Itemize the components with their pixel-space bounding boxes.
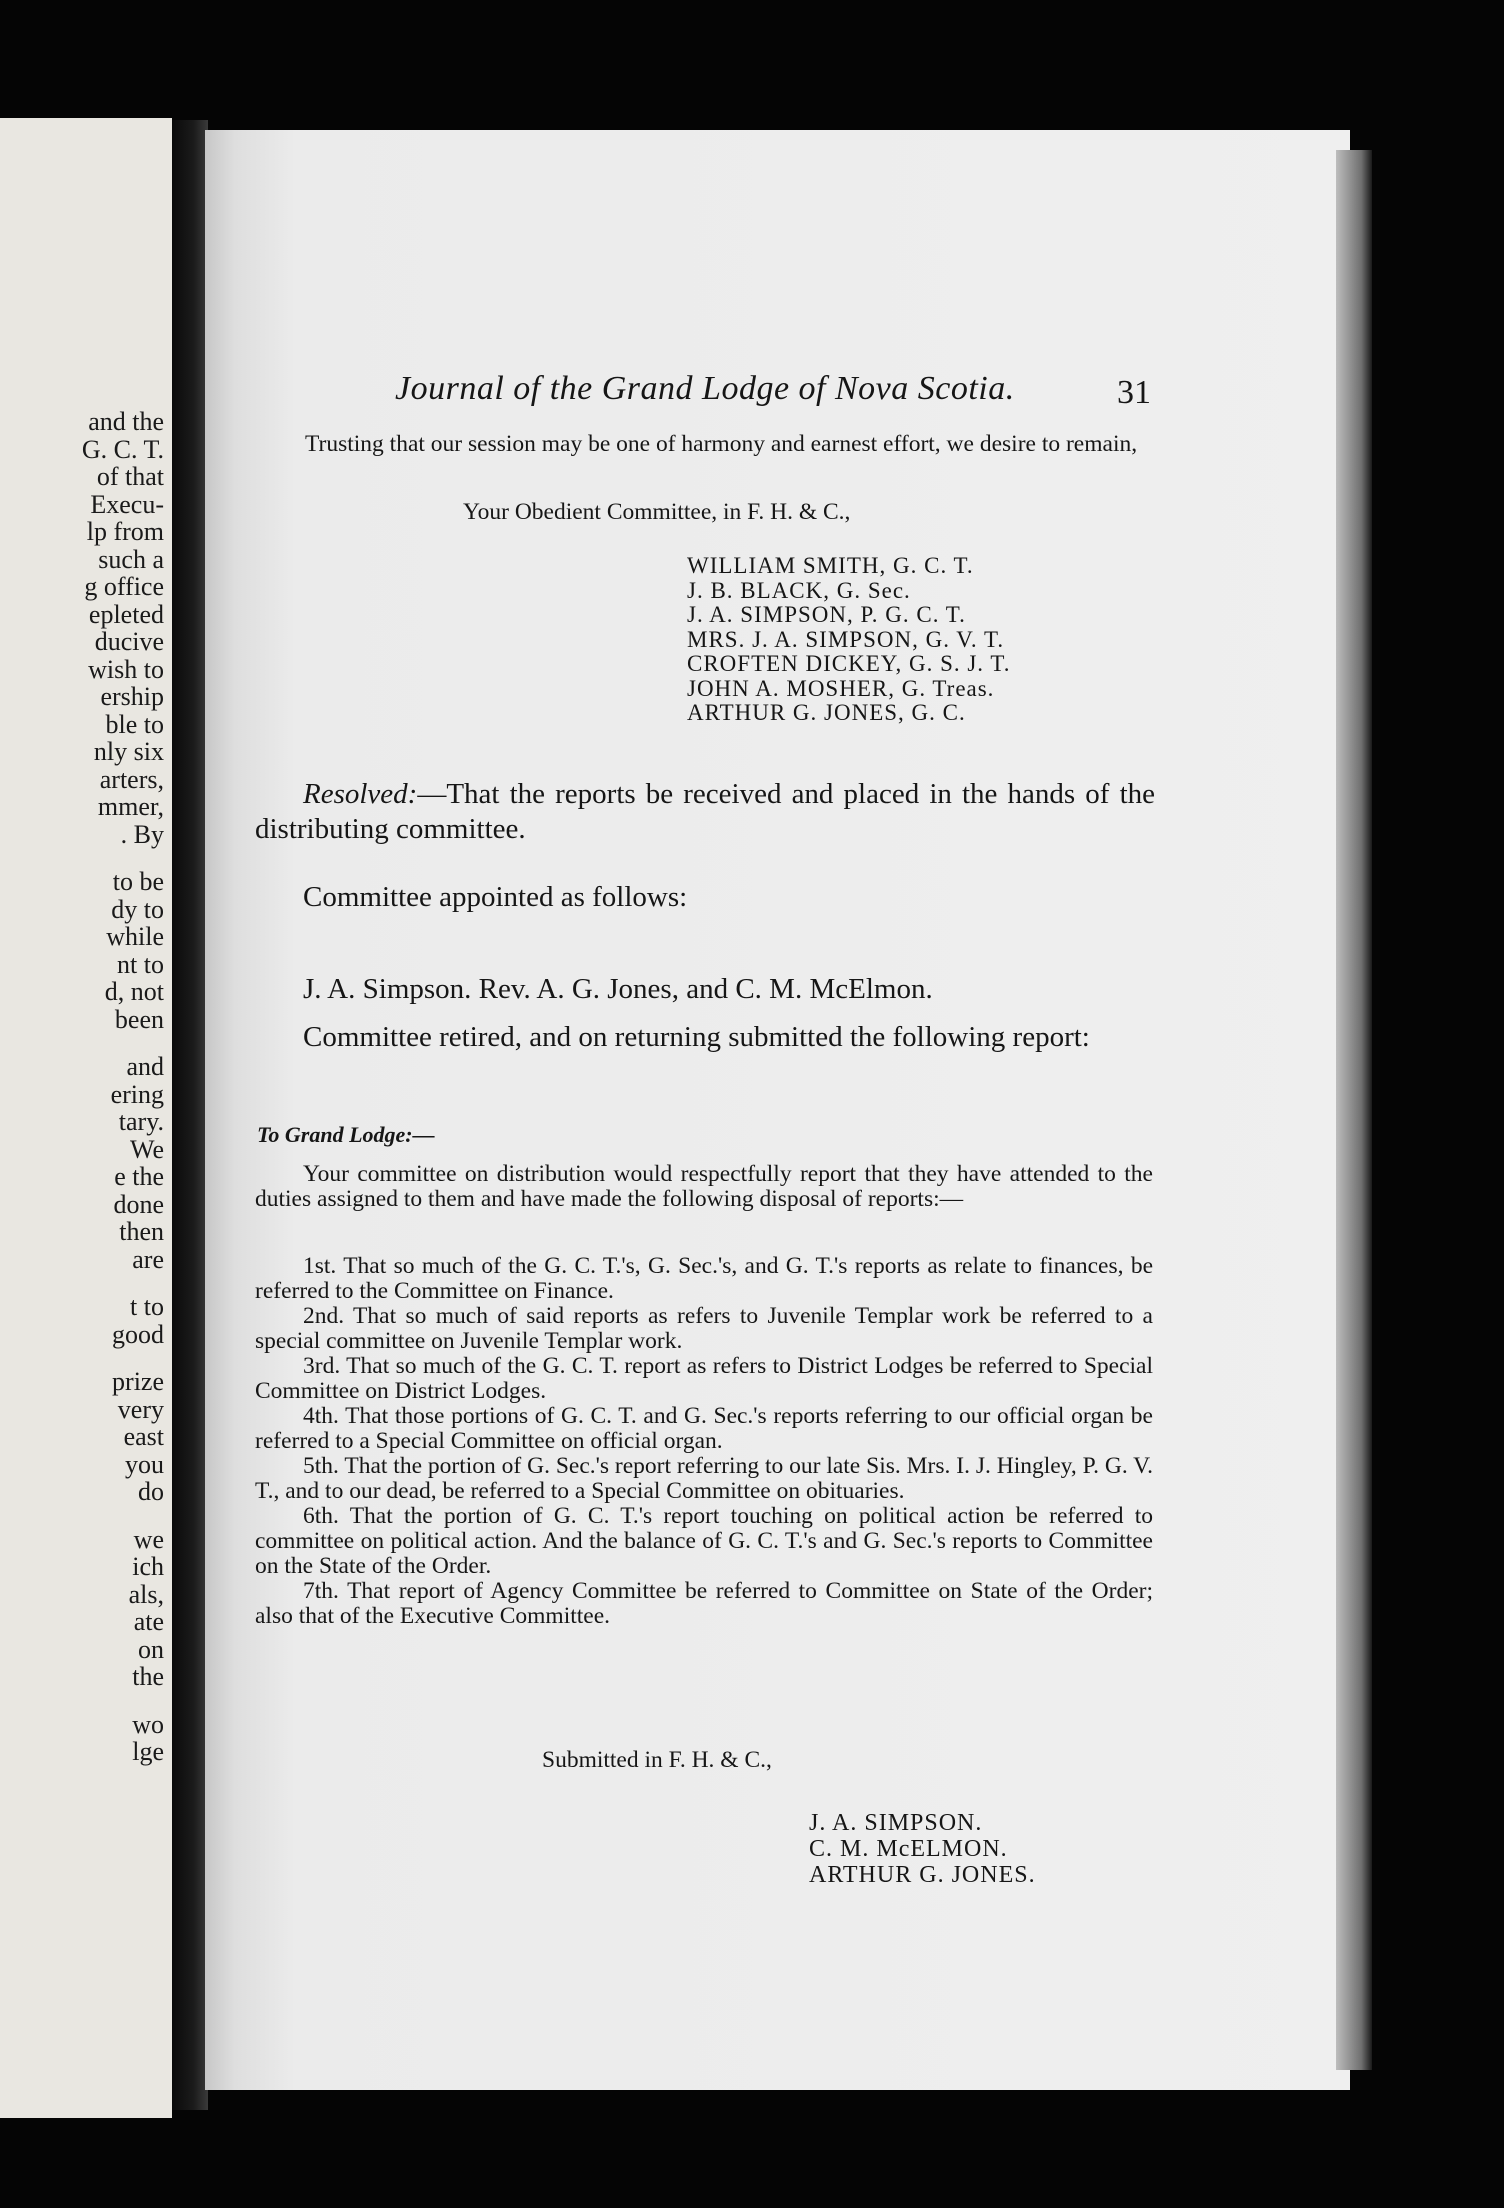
committee-appointed: Committee appointed as follows: bbox=[303, 881, 688, 913]
facing-page-line: to be bbox=[112, 867, 164, 896]
report-item: 7th. That report of Agency Committee be referred to Committee on State of the Order; also that of the Executive Committee. bbox=[255, 1578, 1153, 1629]
signature-line: J. A. SIMPSON. bbox=[809, 1810, 983, 1836]
signature-line: J. B. BLACK, G. Sec. bbox=[687, 577, 911, 603]
facing-page-line: t to bbox=[130, 1292, 164, 1321]
facing-page-line: are bbox=[132, 1244, 164, 1274]
facing-page-line: als, bbox=[128, 1579, 164, 1609]
report-item: 3rd. That so much of the G. C. T. report as refers to District Lodges be referred to Special Committee on District Lodges. bbox=[255, 1353, 1153, 1404]
facing-page-line: wo bbox=[132, 1709, 164, 1739]
facing-page-line: ate bbox=[133, 1607, 164, 1636]
facing-page-line: of that bbox=[96, 462, 164, 491]
facing-page-line: We bbox=[130, 1134, 164, 1164]
report-heading: To Grand Lodge:— bbox=[257, 1122, 435, 1147]
signature-line: ARTHUR G. JONES. bbox=[809, 1862, 1036, 1888]
facing-page-line: and the bbox=[88, 407, 164, 436]
page-edge-shadow bbox=[1336, 150, 1372, 2070]
facing-page-line: east bbox=[123, 1422, 164, 1451]
facing-page-line: the bbox=[132, 1662, 164, 1691]
committee-retired: Committee retired, and on returning submitted the following report: bbox=[303, 1021, 1090, 1053]
facing-page-line: d, not bbox=[104, 977, 164, 1006]
facing-page-line: you bbox=[125, 1449, 164, 1479]
report-signatures bbox=[809, 1810, 1036, 1888]
signature-line: JOHN A. MOSHER, G. Treas. bbox=[687, 675, 995, 701]
facing-page-line: then bbox=[119, 1217, 164, 1246]
facing-page-line: Execu- bbox=[90, 489, 164, 519]
facing-page-fragment bbox=[0, 118, 172, 2118]
opening-paragraph: Trusting that our session may be one of harmony and earnest effort, we desire to remain, bbox=[305, 431, 1138, 457]
facing-page-line: on bbox=[138, 1634, 164, 1664]
resolved-label: Resolved: bbox=[303, 778, 418, 810]
facing-page-line: ership bbox=[100, 682, 164, 711]
facing-page-line: g office bbox=[84, 572, 164, 601]
facing-page-line: lp from bbox=[86, 517, 164, 546]
facing-page-line: . By bbox=[120, 819, 164, 849]
facing-page-line: arters, bbox=[99, 764, 164, 794]
signature-line: J. A. SIMPSON, P. G. C. T. bbox=[687, 602, 966, 627]
facing-page-line: very bbox=[117, 1394, 164, 1424]
facing-page-line: wish to bbox=[88, 654, 164, 684]
facing-page-line: G. C. T. bbox=[81, 434, 164, 464]
facing-page-line: e the bbox=[114, 1162, 164, 1191]
facing-page-line: mmer, bbox=[97, 792, 164, 821]
facing-page-line: lge bbox=[132, 1737, 164, 1766]
committee-members: J. A. Simpson. Rev. A. G. Jones, and C. M. McElmon. bbox=[303, 973, 933, 1005]
signature-line: WILLIAM SMITH, G. C. T. bbox=[687, 553, 974, 578]
report-items bbox=[255, 1254, 1153, 1629]
resolved-text: —That the reports be received and placed in the hands of the distributing committee. bbox=[255, 778, 1155, 845]
facing-page-line: dy to bbox=[111, 894, 164, 924]
page bbox=[205, 130, 1350, 2090]
signature-line: C. M. McELMON. bbox=[809, 1836, 1008, 1862]
facing-page-line: we bbox=[133, 1524, 164, 1554]
facing-page-line: epleted bbox=[88, 599, 164, 629]
facing-page-line: and bbox=[126, 1052, 164, 1081]
facing-page-line: such a bbox=[98, 544, 164, 574]
running-header: Journal of the Grand Lodge of Nova Scotia. bbox=[395, 370, 1015, 407]
book-gutter bbox=[172, 120, 208, 2110]
resolved-paragraph bbox=[255, 777, 1155, 847]
facing-page-line: ering bbox=[110, 1079, 164, 1109]
report-item: 4th. That those portions of G. C. T. and G. Sec.'s reports referring to our official organ be referred to a Special Committee on official organ. bbox=[255, 1403, 1153, 1454]
signature-line: ARTHUR G. JONES, G. C. bbox=[687, 700, 966, 725]
committee-signatures bbox=[687, 554, 1010, 726]
facing-page-line: ich bbox=[132, 1552, 164, 1581]
facing-page-line: done bbox=[113, 1189, 164, 1219]
facing-page-line: ducive bbox=[94, 627, 164, 656]
facing-page-line: good bbox=[112, 1319, 164, 1349]
facing-page-line: while bbox=[106, 922, 164, 951]
facing-page-line: prize bbox=[112, 1367, 164, 1396]
signature-line: MRS. J. A. SIMPSON, G. V. T. bbox=[687, 626, 1005, 652]
report-item: 2nd. That so much of said reports as refers to Juvenile Templar work be referred to a special committee on Juvenile Templar work. bbox=[255, 1303, 1153, 1354]
report-submitted: Submitted in F. H. & C., bbox=[542, 1747, 772, 1773]
facing-page-line: nly six bbox=[93, 737, 164, 766]
facing-page-line: tary. bbox=[118, 1107, 164, 1136]
facing-page-line: do bbox=[138, 1477, 164, 1506]
report-item: 5th. That the portion of G. Sec.'s report referring to our late Sis. Mrs. I. J. Hingley, P. G. V. T., and to our dead, be referred to a Special Committee on obituaries. bbox=[255, 1453, 1153, 1504]
facing-page-line: been bbox=[114, 1004, 164, 1034]
signature-line: CROFTEN DICKEY, G. S. J. T. bbox=[687, 651, 1011, 676]
facing-page-line: ble to bbox=[105, 709, 164, 739]
page-number: 31 bbox=[1117, 374, 1151, 411]
report-item: 1st. That so much of the G. C. T.'s, G. Sec.'s, and G. T.'s reports as relate to finances, be referred to the Committee on Finance. bbox=[255, 1253, 1153, 1304]
report-intro: Your committee on distribution would respectfully report that they have attended to the duties assigned to them and have made the following disposal of reports:— bbox=[255, 1161, 1153, 1212]
facing-page-line: nt to bbox=[117, 949, 164, 979]
report-item: 6th. That the portion of G. C. T.'s report touching on political action be referred to committee on political action. And the balance of G. C. T.'s and G. Sec.'s reports to Committee on the State of the Order. bbox=[255, 1503, 1153, 1579]
opening-closing: Your Obedient Committee, in F. H. & C., bbox=[463, 499, 851, 525]
